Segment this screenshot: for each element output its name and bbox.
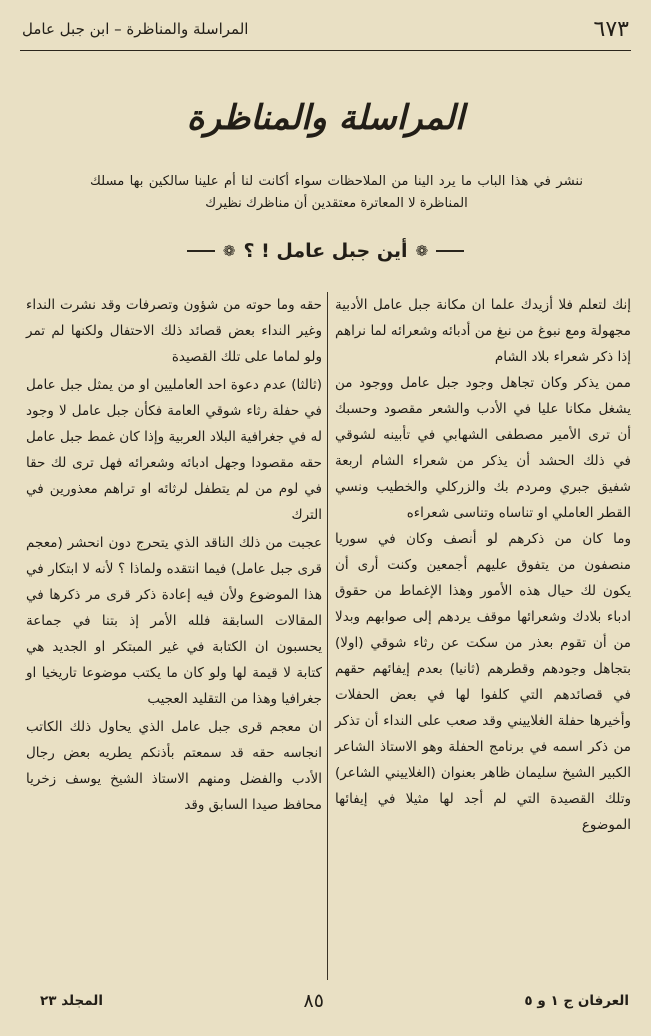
heading-dash [436, 250, 464, 252]
column-divider [327, 292, 328, 980]
paragraph: ان معجم قرى جبل عامل الذي يحاول ذلك الكاتب انجاسه حقه قد سمعتم بأذنكم يطريه بعض رجال الأدب والفضل ومنهم الاستاذ الشيخ يوسف زخريا محافظ صيدا السابق وقد [26, 719, 322, 813]
paragraph: عجبت من ذلك الناقد الذي يتحرج دون انحشر (معجم قرى جبل عامل) فيما انتقده ولماذا ؟ لأنه لا ابتكار في هذا الموضوع ولأن فيه إعادة ذكر قرى مر ذكرها في المقالات السابقة فلله الأمر إذ بتنا في جماعة يحسبون ان الكتابة في غير المبتكر او الجديد هي كتابة لا قيمة لها ولو كان ما يكتب موضوعا تاريخيا او جغرافيا وهذا من التقليد العجيب [26, 535, 322, 707]
header-rule [20, 50, 631, 51]
intro-text: ننشر في هذا الباب ما يرد الينا من الملاحظات سواء أكانت لنا أم علينا سالكين بها مسلك المناظرة لا المعاترة معتقدين أن مناظرك نظيرك [90, 174, 583, 211]
article-title: أين جبل عامل ! ؟ [243, 240, 408, 262]
paragraph: إنك لتعلم فلا أزيدك علما ان مكانة جبل عامل الأدبية مجهولة ومع نبوغ من نبغ من أدبائه وشعرائه لما نراهم إذا ذكر شعراء بلاد الشام [335, 297, 631, 365]
ornament-icon: ❁ [222, 242, 236, 260]
left-column [26, 292, 322, 818]
volume-number: المجلد ٢٣ [40, 993, 103, 1009]
journal-issue: العرفان ج ١ و ٥ [524, 993, 629, 1009]
intro-note [90, 171, 583, 215]
article-heading [0, 240, 651, 262]
section-title: المراسلة والمناظرة [186, 98, 465, 138]
paragraph: حقه وما حوته من شؤون وتصرفات وقد نشرت النداء وغير النداء بعض قصائد ذلك الاحتفال ولكنها لم تمر ولو لماما على تلك القصيدة [26, 297, 322, 365]
heading-dash [187, 250, 215, 252]
page-number: ٦٧٣ [593, 16, 629, 42]
page-header [22, 12, 629, 46]
right-column [335, 292, 631, 838]
footer-page-number: ٨٥ [303, 990, 324, 1012]
paragraph: (ثالثا) عدم دعوة احد العامليين او من يمثل جبل عامل في حفلة رثاء شوقي العامة فكأن جبل عامل لا وجود له في جغرافية البلاد العربية وإذا كان غمط جبل عامل حقه مقصودا وجهل ادبائه وشعرائه فهل ترى لك حقا في لوم من لم يتطفل لرثائه او تراهم معذورين في الترك [26, 377, 322, 523]
running-title: المراسلة والمناظرة – ابن جبل عامل [22, 20, 249, 38]
paragraph: ممن يذكر وكان تجاهل وجود جبل عامل ووجود من يشغل مكانا عليا في الأدب والشعر مقصود وحسبك أن ترى الأمير مصطفى الشهابي في تأبينه لشوقي في ذلك الحشد أن يذكر من شعراء الشام اربعة شفيق جبري ومردم بك والزركلي والخطيب ونسي القطر العاملي او تناساه وتناسى شعراءه [335, 375, 631, 521]
ornament-icon: ❁ [415, 242, 429, 260]
page-footer [40, 988, 629, 1014]
paragraph: وما كان من ذكرهم لو أنصف وكان في سوريا منصفون من يتفوق عليهم أجمعين وكنت أرى أن يكون لك حيال هذه الأمور وهذا الإغماط من حقوق ادباء بلادك وشعرائها موقف يردهم إلى صوابهم وبدلا من أن تقوم بعذر من سكت عن رثاء شوقي (اولا) بتجاهل وجودهم وقطرهم (ثانيا) بعدم إيفائهم حقهم في قصائدهم التي كلفوا لها في بعض الحفلات وأخيرها حفلة الغلاييني وقد صعب على النداء أن تذكر من ذكر اسمه في برنامج الحفلة وهو الاستاذ الشاعر الكبير الشيخ سليمان ظاهر بعنوان (الغلاييني الشاعر) وتلك القصيدة التي لم أجد لها مثيلا في إيفائها الموضوع [335, 531, 631, 833]
